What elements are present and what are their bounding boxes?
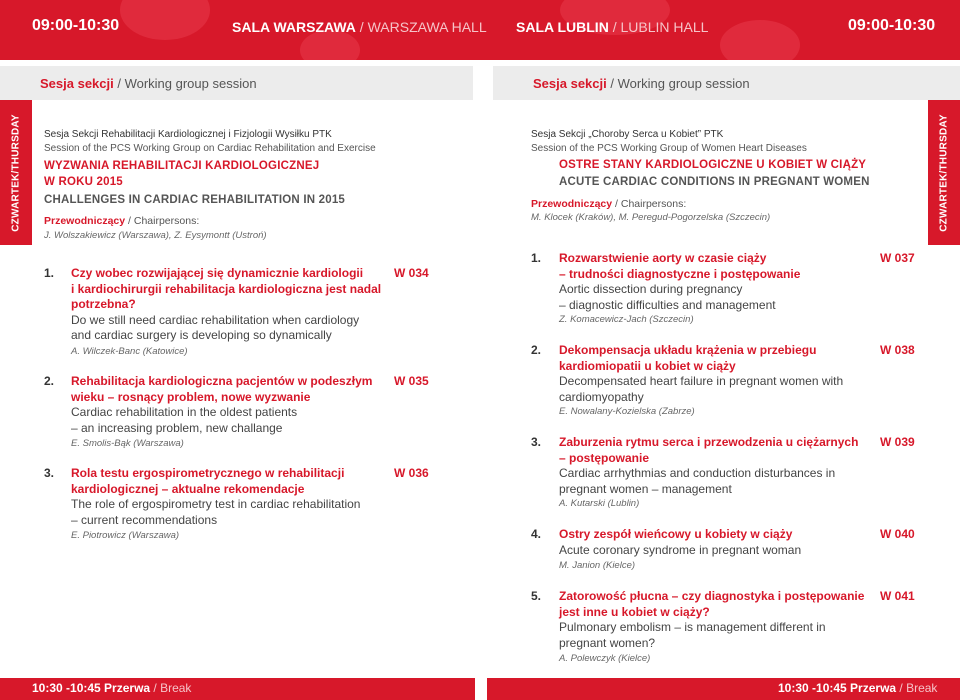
talk-number: 2.: [531, 343, 542, 357]
time-right: 09:00-10:30: [848, 17, 936, 34]
talk-author: Z. Komacewicz-Jach (Szczecin): [559, 314, 694, 325]
talk-code: W 038: [880, 343, 915, 357]
talk-title-pl: Rola testu ergospirometrycznego w rehabilitacji: [71, 466, 345, 480]
talk-title-en: pregnant women?: [559, 635, 656, 650]
talk-title-pl: kardiologicznej – aktualne rekomendacje: [71, 481, 305, 496]
talk-author: M. Janion (Kielce): [559, 560, 636, 571]
talk-title-en: Decompensated heart failure in pregnant women with: [559, 374, 844, 388]
time-left: 09:00-10:30: [32, 17, 120, 34]
talk-title-pl: Ostry zespół wieńcowy u kobiety w ciąży: [559, 527, 793, 541]
talk-code: W 041: [880, 589, 915, 603]
break-right: 10:30 -10:45 Przerwa / Break: [778, 681, 938, 695]
talk-title-en: The role of ergospirometry test in cardiac rehabilitation: [71, 497, 361, 511]
talk-title-en: and cardiac surgery is developing so dynamically: [71, 328, 332, 342]
left-session-title-pl: Sesja Sekcji Rehabilitacji Kardiologicznej i Fizjologii Wysiłku PTK: [44, 129, 332, 140]
talk-title-pl: kardiomiopatii u kobiet w ciąży: [559, 358, 736, 373]
talk-code: W 035: [394, 374, 429, 388]
talk-number: 3.: [44, 466, 55, 480]
talk-author: A. Polewczyk (Kielce): [559, 653, 651, 664]
talk-title-pl: – postępowanie: [559, 450, 650, 465]
talk-title-pl: Rozwarstwienie aorty w czasie ciąży: [559, 251, 767, 265]
talk-author: A. Wilczek-Banc (Katowice): [71, 346, 188, 357]
talk-title-en: cardiomyopathy: [559, 389, 644, 404]
talk-code: W 040: [880, 527, 915, 541]
talk-number: 4.: [531, 527, 542, 541]
right-chair-label: Przewodniczący / Chairpersons:: [531, 198, 687, 210]
talk-title-en: Pulmonary embolism – is management different in: [559, 620, 826, 634]
talk-title-en: – an increasing problem, new challange: [71, 420, 283, 435]
talk-title-pl: jest inne u kobiet w ciąży?: [559, 604, 710, 619]
session-type-right: Sesja sekcji / Working group session: [533, 76, 750, 91]
talk-title-pl: Czy wobec rozwijającej się dynamicznie kardiologii: [71, 266, 364, 280]
hall-left: SALA WARSZAWA / WARSZAWA HALL: [232, 19, 487, 35]
left-session-title-en: Session of the PCS Working Group on Cardiac Rehabilitation and Exercise: [44, 143, 376, 154]
talk-author: A. Kutarski (Lublin): [559, 498, 640, 509]
talk-title-en: – current recommendations: [71, 512, 218, 527]
talk-number: 1.: [44, 266, 55, 280]
paint-splash-decoration: [720, 20, 800, 60]
talk-title-pl: Zatorowość płucna – czy diagnostyka i postępowanie: [559, 589, 865, 603]
day-tab-left: CZWARTEK/THURSDAY: [0, 100, 32, 245]
right-session-title-pl: Sesja Sekcji „Choroby Serca u Kobiet” PTK: [531, 129, 724, 140]
talk-number: 3.: [531, 435, 542, 449]
right-topic-en: ACUTE CARDIAC CONDITIONS IN PREGNANT WOMEN: [559, 176, 870, 188]
talk-title-en: Do we still need cardiac rehabilitation when cardiology: [71, 312, 360, 327]
talk-author: E. Nowalany-Kozielska (Zabrze): [559, 406, 695, 417]
paint-splash-decoration: [120, 0, 210, 40]
talk-number: 5.: [531, 589, 542, 603]
right-chairpersons: M. Klocek (Kraków), M. Peregud-Pogorzelska (Szczecin): [531, 212, 771, 223]
talk-code: W 039: [880, 435, 915, 449]
session-type-bar-left: [0, 66, 473, 100]
talk-code: W 037: [880, 251, 915, 265]
break-left: 10:30 -10:45 Przerwa / Break: [32, 681, 192, 695]
talk-title-en: Cardiac arrhythmias and conduction disturbances in: [559, 466, 836, 480]
talk-title-pl: Zaburzenia rytmu serca i przewodzenia u ciężarnych: [559, 435, 859, 449]
talk-title-en: Cardiac rehabilitation in the oldest patients: [71, 405, 298, 419]
left-topic-pl-line1: WYZWANIA REHABILITACJI KARDIOLOGICZNEJ: [44, 160, 320, 172]
talk-title-en: Aortic dissection during pregnancy: [559, 282, 743, 296]
right-topic-pl: OSTRE STANY KARDIOLOGICZNE U KOBIET W CIĄŻY: [559, 159, 867, 171]
talk-author: E. Piotrowicz (Warszawa): [71, 530, 180, 541]
talk-title-en: pregnant women – management: [559, 481, 732, 496]
talk-title-en: Acute coronary syndrome in pregnant woman: [559, 542, 802, 557]
right-session-title-en: Session of the PCS Working Group of Women Heart Diseases: [531, 143, 807, 154]
talk-title-pl: i kardiochirurgii rehabilitacja kardiologiczna jest nadal: [71, 281, 382, 296]
hall-right: SALA LUBLIN / LUBLIN HALL: [516, 19, 709, 35]
talk-title-pl: potrzebna?: [71, 297, 136, 311]
talk-title-pl: Dekompensacja układu krążenia w przebiegu: [559, 343, 817, 357]
session-type-left: Sesja sekcji / Working group session: [40, 76, 257, 91]
left-chairpersons: J. Wolszakiewicz (Warszawa), Z. Eysymontt (Ustroń): [44, 230, 267, 241]
break-bar-left: [0, 678, 475, 700]
talk-number: 1.: [531, 251, 542, 265]
talk-code: W 036: [394, 466, 429, 480]
talk-code: W 034: [394, 266, 429, 280]
session-type-bar-right: [493, 66, 960, 100]
talk-title-pl: wieku – rosnący problem, nowe wyzwanie: [71, 389, 311, 404]
talk-number: 2.: [44, 374, 55, 388]
left-chair-label: Przewodniczący / Chairpersons:: [44, 215, 200, 227]
talk-title-en: – diagnostic difficulties and management: [559, 297, 776, 312]
header-bar: [0, 0, 960, 60]
talk-title-pl: Rehabilitacja kardiologiczna pacjentów w podeszłym: [71, 374, 373, 388]
left-topic-en: CHALLENGES IN CARDIAC REHABILITATION IN 2015: [44, 194, 346, 206]
talk-author: E. Smolis-Bąk (Warszawa): [71, 438, 184, 449]
left-topic-pl-line2: W ROKU 2015: [44, 176, 123, 188]
day-tab-right: CZWARTEK/THURSDAY: [928, 100, 960, 245]
talk-title-pl: – trudności diagnostyczne i postępowanie: [559, 266, 801, 281]
break-bar-right: [487, 678, 960, 700]
